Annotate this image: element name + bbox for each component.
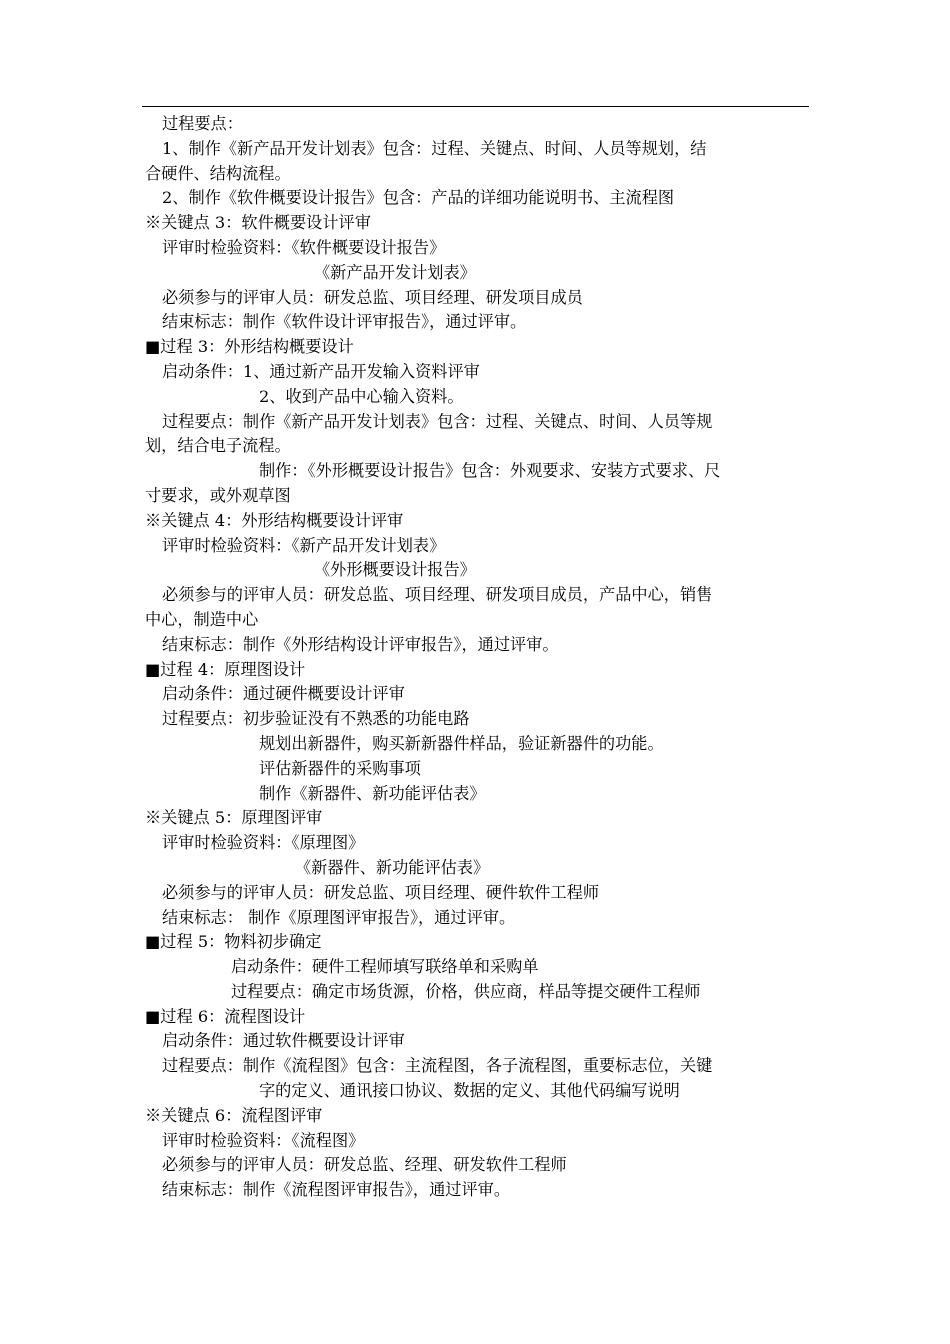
text-line: ※关键点 4：外形结构概要设计评审 xyxy=(145,510,404,530)
text-line: ■过程 3：外形结构概要设计 xyxy=(145,337,354,357)
text-line: 必须参与的评审人员：研发总监、项目经理、硬件软件工程师 xyxy=(162,882,600,902)
text-line: 制作《新器件、新功能评估表》 xyxy=(259,783,486,803)
text-line: 启动条件：硬件工程师填写联络单和采购单 xyxy=(231,957,539,977)
text-line: 过程要点： xyxy=(162,114,243,133)
text-line: 结束标志： 制作《原理图评审报告》，通过评审。 xyxy=(162,907,516,927)
text-line: 《外形概要设计报告》 xyxy=(314,560,476,580)
text-line: 评审时检验资料：《软件概要设计报告》 xyxy=(162,237,446,257)
text-line: 评审时检验资料：《原理图》 xyxy=(162,833,365,853)
text-line: 过程要点：制作《新产品开发计划表》包含：过程、关键点、时间、人员等规 xyxy=(162,411,713,431)
text-line: 评审时检验资料：《新产品开发计划表》 xyxy=(162,535,446,555)
text-line: 《新器件、新功能评估表》 xyxy=(295,857,490,877)
text-line: 启动条件：1、通过新产品开发输入资料评审 xyxy=(162,361,480,381)
text-line: 启动条件：通过软件概要设计评审 xyxy=(162,1031,405,1051)
text-line: 结束标志：制作《流程图评审报告》，通过评审。 xyxy=(162,1180,511,1200)
text-line: ■过程 5：物料初步确定 xyxy=(145,932,322,952)
text-line: 结束标志：制作《软件设计评审报告》，通过评审。 xyxy=(162,312,527,332)
text-line: 《新产品开发计划表》 xyxy=(314,262,476,282)
text-line: 制作：《外形概要设计报告》包含：外观要求、安装方式要求、尺 xyxy=(259,461,721,481)
text-line: 过程要点：制作《流程图》包含：主流程图，各子流程图，重要标志位，关键 xyxy=(162,1056,713,1076)
text-line: 2、制作《软件概要设计报告》包含：产品的详细功能说明书、主流程图 xyxy=(162,188,675,208)
text-line: 1、制作《新产品开发计划表》包含：过程、关键点、时间、人员等规划，结 xyxy=(162,138,707,158)
text-line: 合硬件、结构流程。 xyxy=(145,163,291,183)
text-line: 寸要求，或外观草图 xyxy=(145,485,291,505)
text-line: 评估新器件的采购事项 xyxy=(259,758,421,778)
text-line: 中心，制造中心 xyxy=(145,609,259,629)
text-line: ※关键点 6：流程图评审 xyxy=(145,1105,323,1125)
text-line: 结束标志：制作《外形结构设计评审报告》，通过评审。 xyxy=(162,634,559,654)
text-line: ■过程 4：原理图设计 xyxy=(145,659,306,679)
text-line: 评审时检验资料：《流程图》 xyxy=(162,1130,365,1150)
text-line: 规划出新器件，购买新新器件样品，验证新器件的功能。 xyxy=(259,733,664,753)
text-line: 必须参与的评审人员：研发总监、项目经理、研发项目成员，产品中心，销售 xyxy=(162,585,713,605)
text-line: 必须参与的评审人员：研发总监、项目经理、研发项目成员 xyxy=(162,287,583,307)
header-rule xyxy=(142,106,809,107)
text-line: 启动条件：通过硬件概要设计评审 xyxy=(162,684,405,704)
text-line: 2、收到产品中心输入资料。 xyxy=(259,386,464,406)
text-line: 字的定义、通讯接口协议、数据的定义、其他代码编写说明 xyxy=(259,1081,680,1101)
text-line: 必须参与的评审人员：研发总监、经理、研发软件工程师 xyxy=(162,1155,567,1175)
text-line: 过程要点：确定市场货源，价格，供应商，样品等提交硬件工程师 xyxy=(231,981,701,1001)
text-line: 划，结合电子流程。 xyxy=(145,436,291,456)
text-line: ※关键点 3：软件概要设计评审 xyxy=(145,213,371,233)
text-line: ※关键点 5：原理图评审 xyxy=(145,808,323,828)
text-line: 过程要点：初步验证没有不熟悉的功能电路 xyxy=(162,709,470,729)
document-body xyxy=(145,112,807,1203)
text-line: ■过程 6：流程图设计 xyxy=(145,1006,306,1026)
